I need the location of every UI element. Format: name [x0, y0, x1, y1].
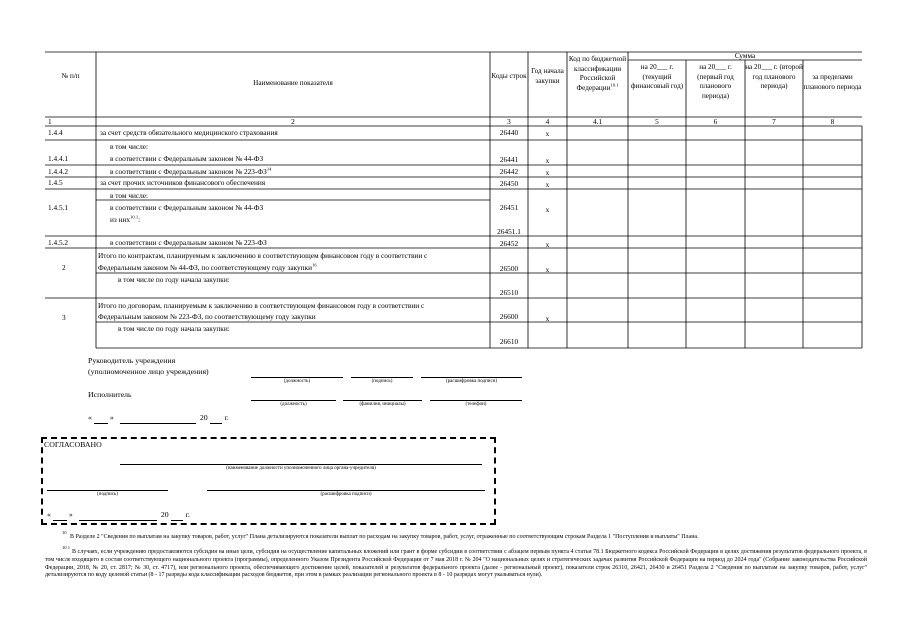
header-sum-col-beyond: за пределами планового периода [803, 73, 862, 91]
approval-title: СОГЛАСОВАНО [44, 440, 102, 449]
head-signature-caption: (подпись) [371, 379, 393, 384]
row-footnote-sup: 16 [312, 262, 317, 268]
head-position-caption: (должность) [283, 379, 311, 384]
row-year: х [545, 265, 550, 274]
numbering-8: 8 [830, 117, 835, 126]
approval-signature-caption: (подпись) [97, 492, 118, 497]
head-label-line1: Руководитель учреждения [88, 356, 176, 365]
approval-position-caption: (наименование должности уполномоченного лица органа-учредителя) [226, 466, 376, 471]
row-num: 1.4.4.1 [48, 154, 69, 163]
header-col-year: Год начала закупки [531, 67, 564, 85]
executor-label: Исполнитель [88, 390, 132, 399]
row-name-line1: Итого по контрактам, планируемым к заключению в соответствующем финансовом году в соответствии с [98, 251, 428, 260]
approval-date-year-field[interactable] [171, 510, 183, 521]
head-label-line2: (уполномоченное лицо учреждения) [88, 367, 209, 376]
approval-date: « » 20 г. [47, 510, 190, 519]
row-year: х [545, 180, 550, 189]
row-name: за счет средств обязательного медицинского страхования [100, 128, 278, 137]
row-code: 26452 [499, 239, 519, 248]
row-year: х [545, 314, 550, 323]
numbering-7: 7 [772, 117, 776, 126]
row-footnote-sup: 10.1 [130, 214, 139, 220]
row-year: х [545, 205, 550, 214]
row-name-line2: Федеральным законом № 223-ФЗ, по соответствующему году закупки [98, 312, 316, 321]
row-num: 1.4.4 [48, 128, 63, 137]
executor-position-line[interactable] [251, 400, 336, 401]
header-col-name: Наименование показателя [253, 79, 333, 87]
row-code: 26450 [499, 179, 519, 188]
numbering-4-1: 4.1 [592, 117, 603, 126]
row-name: в соответствии с Федеральным законом № 44-ФЗ [110, 203, 264, 212]
row-name-line1: Итого по договорам, планируемым к заключению в соответствующем финансовом году в соответствии с [98, 301, 425, 310]
row-name: в соответствии с Федеральным законом № 44-ФЗ [110, 154, 264, 163]
header-sum-col-current: на 20___ г. (текущий финансовый год) [630, 63, 684, 91]
executor-name-caption: (фамилия, инициалы) [359, 402, 406, 407]
row-year: х [545, 168, 550, 177]
header-col-kbk: Код по бюджетной классификации Российской Федерации$^{10.1}$ [568, 55, 627, 92]
header-col-codes: Коды строк [491, 72, 527, 80]
approval-signature-line[interactable] [47, 490, 168, 491]
header-col-kbk-sup: 10.1 [610, 82, 619, 88]
executor-position-caption: (должность) [280, 402, 307, 407]
row-year: х [545, 240, 550, 249]
row-code: 26610 [499, 337, 519, 346]
head-decode-line[interactable] [421, 377, 522, 378]
row-num: 1.4.4.2 [48, 167, 69, 176]
approval-date-month-field[interactable] [79, 510, 157, 521]
approval-decode-line[interactable] [207, 490, 485, 491]
numbering-1: 1 [48, 117, 52, 126]
head-signature-line[interactable] [351, 377, 413, 378]
row-year: х [545, 156, 550, 165]
numbering-5: 5 [655, 117, 659, 126]
executor-phone-line[interactable] [430, 400, 522, 401]
header-sum-title: Сумма [734, 52, 756, 60]
row-year: х [545, 129, 550, 138]
row-code: 26600 [499, 312, 519, 321]
approval-position-line[interactable] [120, 464, 482, 465]
executor-phone-caption: (телефон) [465, 402, 487, 407]
sign-date-month-field[interactable] [120, 413, 196, 424]
head-position-line[interactable] [251, 377, 343, 378]
row-name: в том числе по году начала закупки: [118, 324, 230, 333]
row-name: в соответствии с Федеральным законом № 223-ФЗ [110, 238, 267, 247]
row-name: из них$^{10.1}$: [110, 214, 141, 224]
row-code: 26441 [499, 155, 519, 164]
row-code: 26451.1 [497, 227, 521, 236]
sign-date-day-field[interactable] [94, 413, 108, 424]
sign-date-year-field[interactable] [210, 413, 222, 424]
row-code: 26440 [499, 128, 519, 137]
header-sum-col-plan1: на 20___ г. (первый год планового периода) [697, 63, 734, 100]
row-code: 26451 [499, 203, 519, 212]
row-num: 1.4.5.1 [48, 203, 69, 212]
numbering-4: 4 [545, 117, 550, 126]
row-code: 26510 [499, 288, 519, 297]
header-sum-col-plan2: на 20___ г. (второй год планового периода) [745, 63, 803, 91]
row-name-pre: в том числе: [110, 142, 149, 151]
footnote-10-1-mark: 10.1 [62, 545, 71, 550]
approval-date-day-field[interactable] [53, 510, 67, 521]
header-col-num: № п/п [61, 72, 80, 80]
row-code: 26500 [499, 264, 519, 273]
footnote-10-1: В случаях, если учреждению предоставляются субсидия на иные цели, субсидия на осуществление капитальных вложений или грант в форме субсидии в соответствии с абзацем первым пункта 4 статьи 78.1 Бюджетного кодекса Российской Федерации в целях достижения результатов федерального проекта, в том числе входящего в состав соответствующего национального проекта (программы), определенного Указом Президента Российской Федерации от 7 мая 2018 г. № 204 "О национальных целях и стратегических задачах развития Российской Федерации на период до 2024 года" (Собрание законодательства Российской Федерации, 2018, № 20, ст. 2817; № 30, ст. 4717), или регионального проекта, обеспечивающего достижение целей, показателей и результатов федерального проекта (далее - региональный проект), показатели строк 26310, 26421, 26430 и 26451 Раздела 2 "Сведения по выплатам на закупку товаров, работ, услуг" детализируются по коду целевой статьи (8 - 17 разряды кода классификации расходов бюджетов, при этом в рамках реализации регионального проекта в 8 - 10 разрядах могут указываться нули). [45, 549, 867, 579]
numbering-2: 2 [291, 117, 295, 126]
row-num: 1.4.5.2 [48, 238, 69, 247]
head-decode-caption: (расшифровка подписи) [445, 379, 498, 384]
row-num: 1.4.5 [48, 178, 63, 187]
sign-date: « » 20 г. [88, 413, 229, 422]
numbering-3: 3 [507, 117, 511, 126]
row-num: 2 [62, 263, 66, 272]
footnote-10-mark: 10 [62, 530, 67, 535]
row-name: в соответствии с Федеральным законом № 223-ФЗ$^{14}$ [110, 166, 272, 176]
approval-decode-caption: (расшифровка подписи) [320, 492, 372, 497]
footnote-10: В Разделе 2 "Сведения по выплатам на закупку товаров, работ, услуг" Плана детализируются показатели выплат по расходам на закупку товаров, работ, услуг, отраженные по соответствующим строкам Раздела 1 "Поступления и выплаты" Плана. [70, 534, 699, 540]
numbering-6: 6 [713, 117, 718, 126]
row-name: за счет прочих источников финансового обеспечения [100, 178, 266, 187]
row-name: в том числе по году начала закупки: [118, 275, 230, 284]
row-num: 3 [62, 313, 66, 322]
row-name-line2: Федеральным законом № 44-ФЗ, по соответствующему году закупки$^{16}$ [98, 262, 317, 272]
row-name-pre: в том числе: [110, 191, 149, 200]
executor-name-line[interactable] [343, 400, 422, 401]
row-code: 26442 [499, 167, 519, 176]
row-footnote-sup: 14 [266, 166, 272, 172]
